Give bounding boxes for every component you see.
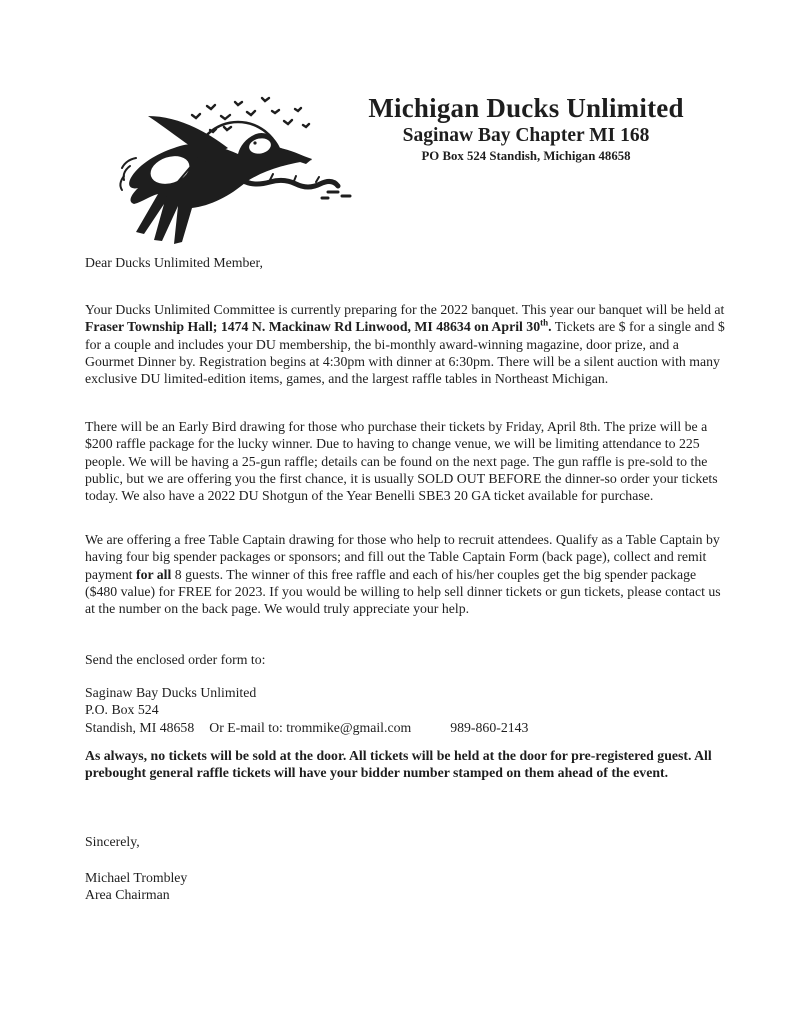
p1-text-cont: Tickets are $ for a single and $ for a couple and includes your DU membership, the bi-monthly award-winning magazine, door prize, and a Gourmet Dinner by. Registration begins at 4:30pm with dinner at 6:30pm. There will be a silent auction with many exclusive DU limited-edition items, games, and the largest raffle tables in Northeast Michigan. <box>85 319 725 387</box>
city-text: Standish, MI 48658 <box>85 719 195 735</box>
p3-text: We are offering a free Table Captain drawing for those who help to recruit attendees. Qualify as a Table Captain by having four big spender packages or sponsors; and fill out the Table Captain Form (back page), collect and remit payment <box>85 532 720 582</box>
p3-text-cont: 8 guests. The winner of this free raffle and each of his/her couples get the big spender package ($480 value) for FREE for 2023. If you would be willing to help sell dinner tickets or gun tickets, please contact us at the number on the back page. We would truly appreciate your help. <box>85 566 721 617</box>
address-line-3 <box>85 719 725 736</box>
signature-title: Area Chairman <box>85 887 170 903</box>
bird-flock-icon <box>192 98 309 132</box>
org-name: Michigan Ducks Unlimited <box>368 93 684 123</box>
for-all-bold-text: for all <box>135 566 172 582</box>
paragraph-banquet-details <box>85 301 725 387</box>
closing: Sincerely, <box>85 834 140 849</box>
phone-text: 989-860-2143 <box>450 719 529 735</box>
letterhead <box>340 93 712 164</box>
send-form-line: Send the enclosed order form to: <box>85 652 266 667</box>
chapter-name: Saginaw Bay Chapter MI 168 <box>402 125 650 146</box>
paragraph-table-captain <box>85 531 725 617</box>
mailing-address-block <box>85 684 725 736</box>
salutation: Dear Ducks Unlimited Member, <box>85 255 263 270</box>
date-ordinal-superscript: th <box>540 317 549 328</box>
email-text: Or E-mail to: trommike@gmail.com <box>209 719 412 735</box>
ducks-unlimited-logo <box>78 84 354 252</box>
address-line-1: Saginaw Bay Ducks Unlimited <box>85 685 257 700</box>
address-line-2: P.O. Box 524 <box>85 702 159 718</box>
no-door-sales-notice: As always, no tickets will be sold at the door. All tickets will be held at the door for pre-registered guest. All prebought general raffle tickets will have your bidder number stamped on them ahead of the event. <box>85 748 712 781</box>
paragraph-early-bird: There will be an Early Bird drawing for those who purchase their tickets by Friday, April 8th. The prize will be a $200 raffle package for the lucky winner. Due to having to change venue, we will be limiting attendance to 225 people. We will be having a 25-gun raffle; details can be found on the next page. The gun raffle is pre-sold to the public, but we are offering you the first chance, it is usually SOLD OUT BEFORE the dinner-so order your tickets today. We also have a 2022 DU Shotgun of the Year Benelli SBE3 20 GA ticket available for purchase. <box>85 419 718 504</box>
letterhead-address: PO Box 524 Standish, Michigan 48658 <box>421 149 631 163</box>
signature-name: Michael Trombley <box>85 870 188 885</box>
venue-bold-period: . <box>548 319 552 335</box>
p1-text: Your Ducks Unlimited Committee is currently preparing for the 2022 banquet. This year our banquet will be held at <box>85 302 725 317</box>
venue-bold-text: Fraser Township Hall; 1474 N. Mackinaw Rd Linwood, MI 48634 on April 30 <box>85 319 541 335</box>
signature-block <box>85 869 725 904</box>
